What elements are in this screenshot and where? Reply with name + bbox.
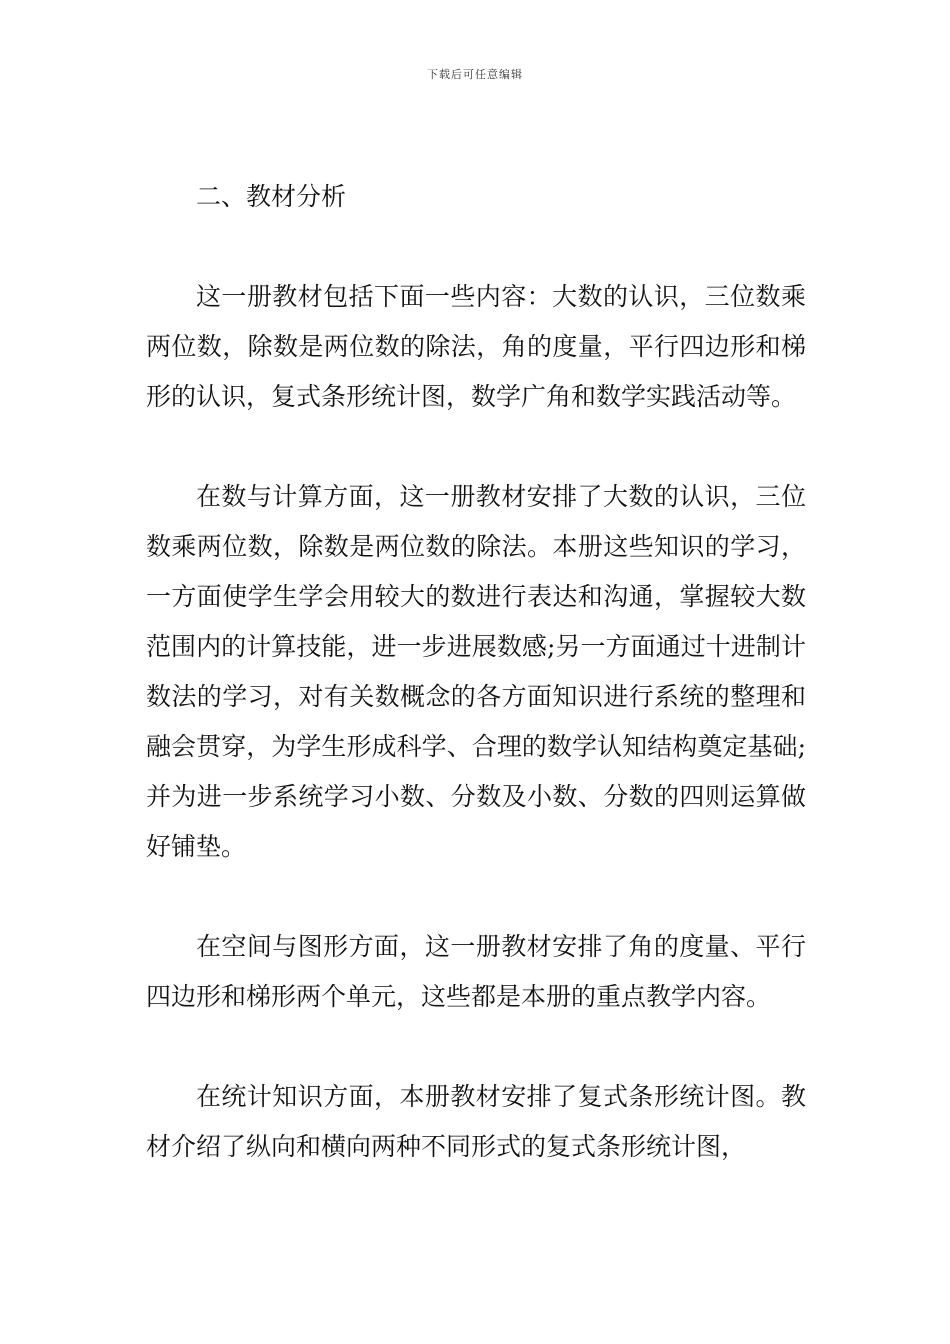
paragraph-contents-overview: 这一册教材包括下面一些内容：大数的认识，三位数乘两位数，除数是两位数的除法，角的度量，平行四边形和梯形的认识，复式条形统计图，数学广角和数学实践活动等。 bbox=[146, 282, 806, 411]
section-heading: 二、教材分析 bbox=[196, 182, 347, 211]
paragraph-space-geometry: 在空间与图形方面，这一册教材安排了角的度量、平行四边形和梯形两个单元，这些都是本册的重点教学内容。 bbox=[146, 932, 806, 1011]
paragraph-spacer bbox=[146, 1022, 806, 1072]
document-body bbox=[146, 172, 806, 1172]
paragraph-number-computation: 在数与计算方面，这一册教材安排了大数的认识，三位数乘两位数，除数是两位数的除法。本册这些知识的学习，一方面使学生学会用较大的数进行表达和沟通，掌握较大数范围内的计算技能，进一步进展数感;另一方面通过十进制计数法的学习，对有关数概念的各方面知识进行系统的整理和融会贯穿，为学生形成科学、合理的数学认知结构奠定基础;并为进一步系统学习小数、分数及小数、分数的四则运算做好铺垫。 bbox=[146, 482, 806, 861]
paragraph-spacer bbox=[146, 222, 806, 272]
paragraph-spacer bbox=[146, 422, 806, 472]
header-note: 下载后可任意编辑 bbox=[427, 68, 523, 81]
paragraph-statistics: 在统计知识方面，本册教材安排了复式条形统计图。教材介绍了纵向和横向两种不同形式的复式条形统计图， bbox=[146, 1082, 806, 1161]
paragraph-spacer bbox=[146, 872, 806, 922]
